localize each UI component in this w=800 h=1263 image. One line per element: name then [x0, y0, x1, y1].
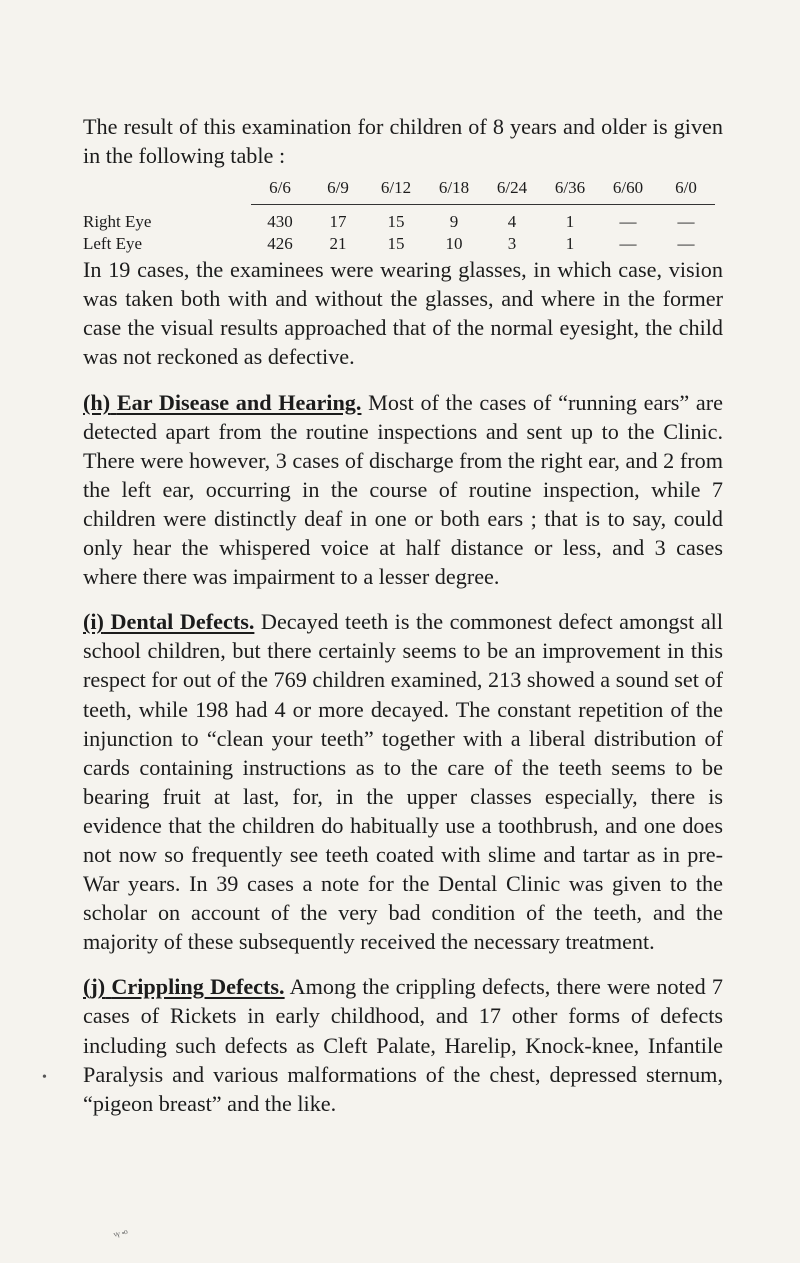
table-cell: 10 [445, 234, 463, 254]
section-heading [83, 390, 361, 415]
section-prefix: (i) [83, 609, 104, 635]
table-cell: 4 [507, 212, 517, 232]
table-cell: — [677, 234, 695, 254]
section-prefix: (h) [83, 389, 111, 415]
page-body [83, 112, 723, 1118]
header-cell: 6/18 [438, 178, 470, 198]
row-label: Left Eye [83, 234, 142, 254]
table-cell: 426 [267, 234, 293, 254]
header-cell: 6/12 [380, 178, 412, 198]
section-prefix: (j) [83, 974, 106, 1000]
section-crippling-defects [83, 972, 723, 1117]
header-cell: 6/24 [496, 178, 528, 198]
table-cell: 15 [387, 234, 405, 254]
header-cell: 6/60 [612, 178, 644, 198]
header-cell: 6/6 [269, 178, 291, 198]
section-text: Most of the cases of “running ears” are detected apart from the routine inspections and sent up to the Clinic. There were however, 3 cases of discharge from the right ear, and 2 from the left ear, occurring in the course of routine inspection, while 7 children were distinctly deaf in one or both ears ; that is to say, could only hear the whispered voice at half distance or less, and 3 cases where there was impairment to a lesser degree. [83, 389, 724, 590]
margin-bullet-mark: • [42, 1070, 47, 1085]
section-text: Among the crippling defects, there were noted 7 cases of Rickets in early childhood, and 17 other forms of defects including such defects as Cleft Palate, Harelip, Knock-knee, Infantile Paralysis and various malformations of the chest, depressed sternum, “pigeon breast” and the like. [83, 974, 724, 1116]
table-row-left-eye [83, 229, 723, 254]
table-row-right-eye [83, 207, 723, 232]
section-ear-disease [83, 388, 723, 592]
section-heading [83, 609, 254, 634]
table-cell: — [677, 212, 695, 232]
table-cell: 1 [565, 212, 575, 232]
header-cell: 6/9 [327, 178, 349, 198]
table-cell: 21 [329, 234, 347, 254]
section-dental-defects [83, 607, 723, 956]
row-label: Right Eye [83, 212, 152, 232]
table-cell: — [619, 234, 637, 254]
header-cell: 6/0 [675, 178, 697, 198]
header-cell: 6/36 [554, 178, 586, 198]
intro-paragraph: The result of this examination for children of 8 years and older is given in the following table : [83, 114, 723, 169]
table-cell: 3 [507, 234, 517, 254]
margin-scribble-mark: ᵛᵞ᠂ᵒ [112, 1225, 129, 1244]
section-title: Dental Defects. [110, 609, 255, 635]
table-cell: 9 [449, 212, 459, 232]
vision-table-header [83, 173, 723, 201]
table-cell: 430 [267, 212, 293, 232]
section-title: Crippling Defects. [111, 974, 285, 1000]
section-title: Ear Disease and Hearing. [116, 389, 362, 415]
table-cell: 1 [565, 234, 575, 254]
table-cell: 15 [387, 212, 405, 232]
table-cell: — [619, 212, 637, 232]
glasses-paragraph: In 19 cases, the examinees were wearing glasses, in which case, vision was taken both with and without the glasses, and where in the former case the visual results approached that of the normal eyesight, the child was not reckoned as defective. [83, 257, 723, 370]
table-cell: 17 [329, 212, 347, 232]
vision-table [83, 173, 723, 254]
section-heading [83, 974, 285, 999]
section-text: Decayed teeth is the commonest defect amongst all school children, but there certainly seems to be an improvement in this respect for out of the 769 children examined, 213 showed a sound set of teeth, while 198 had 4 or more decayed. The constant repetition of the injunction to “clean your teeth” together with a liberal distribution of cards containing instructions as to the care of the teeth seems to be bearing fruit at last, for, in the upper classes especially, there is evidence that the children do habitually use a toothbrush, and one does not now so frequently see teeth coated with slime and tartar as in pre-War years. In 39 cases a note for the Dental Clinic was given to the scholar on account of the very bad condition of the teeth, and the majority of these subsequently received the necessary treatment. [83, 609, 724, 955]
